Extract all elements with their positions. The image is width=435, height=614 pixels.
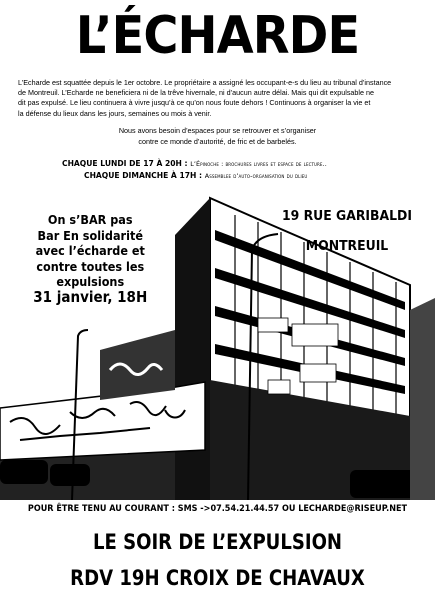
schedule-when: CHAQUE DIMANCHE À 17H : — [84, 171, 203, 180]
event-line: contre toutes les — [36, 258, 145, 274]
contact-info: POUR ÊTRE TENU AU COURANT : SMS ->07.54.21.44.57 OU LECHARDE@RISEUP.NET — [27, 504, 408, 514]
intro-line: la défense du lieux dans les jours, semaines ou mois à venir. — [18, 108, 212, 118]
address — [278, 201, 416, 261]
intro-line: L’Echarde est squattée depuis le 1er octobre. Le propriétaire a assigné les occupant-e-s du lieu au tribunal d’instance — [18, 78, 392, 87]
needs-statement — [0, 126, 435, 147]
schedule — [62, 158, 422, 182]
expulsion-line: RDV 19H CROIX DE CHAVAUX — [70, 566, 365, 590]
address-city: MONTREUIL — [305, 238, 389, 254]
event-line: avec l’écharde et — [35, 243, 145, 258]
needs-line: Nous avons besoin d’espaces pour se retrouver et s’organiser — [118, 126, 317, 135]
event-date: 31 janvier, 18H — [33, 287, 148, 306]
intro-line: dit pas expulsé. Le lieu continuera à vivre jusqu’à ce qu’on nous foute dehors ! Continuons à organiser la vie et — [18, 98, 371, 108]
event-line: expulsions — [56, 274, 125, 289]
schedule-row-monday — [62, 158, 422, 170]
schedule-when: CHAQUE LUNDI DE 17 À 20H : — [62, 159, 188, 168]
intro-line: de Montreuil. L’Echarde ne beneficiera ni de la trêve hivernale, ni d’aucun autre délai. Mais qui dit expulsable ne — [18, 88, 375, 98]
intro-paragraph — [18, 78, 422, 119]
expulsion-line: LE SOIR DE L’EXPULSION — [92, 530, 343, 554]
event-announcement — [16, 212, 165, 305]
event-line: On s’BAR pas — [47, 212, 133, 227]
schedule-what: Assemblee d’auto-organisation du dlieu — [204, 172, 308, 180]
address-street: 19 RUE GARIBALDI — [281, 208, 412, 224]
expulsion-call — [30, 524, 404, 596]
building-left-wall — [175, 198, 210, 500]
needs-line: contre ce monde d’autorité, de fric et de barbelés. — [138, 136, 297, 146]
schedule-row-sunday — [62, 170, 422, 182]
right-building — [410, 298, 435, 500]
event-line: Bar En solidarité — [37, 227, 143, 243]
poster-title: L’ÉCHARDE — [75, 6, 360, 66]
schedule-what: L’Épinoche : brochures livres et espace de lecture.. — [190, 160, 327, 168]
